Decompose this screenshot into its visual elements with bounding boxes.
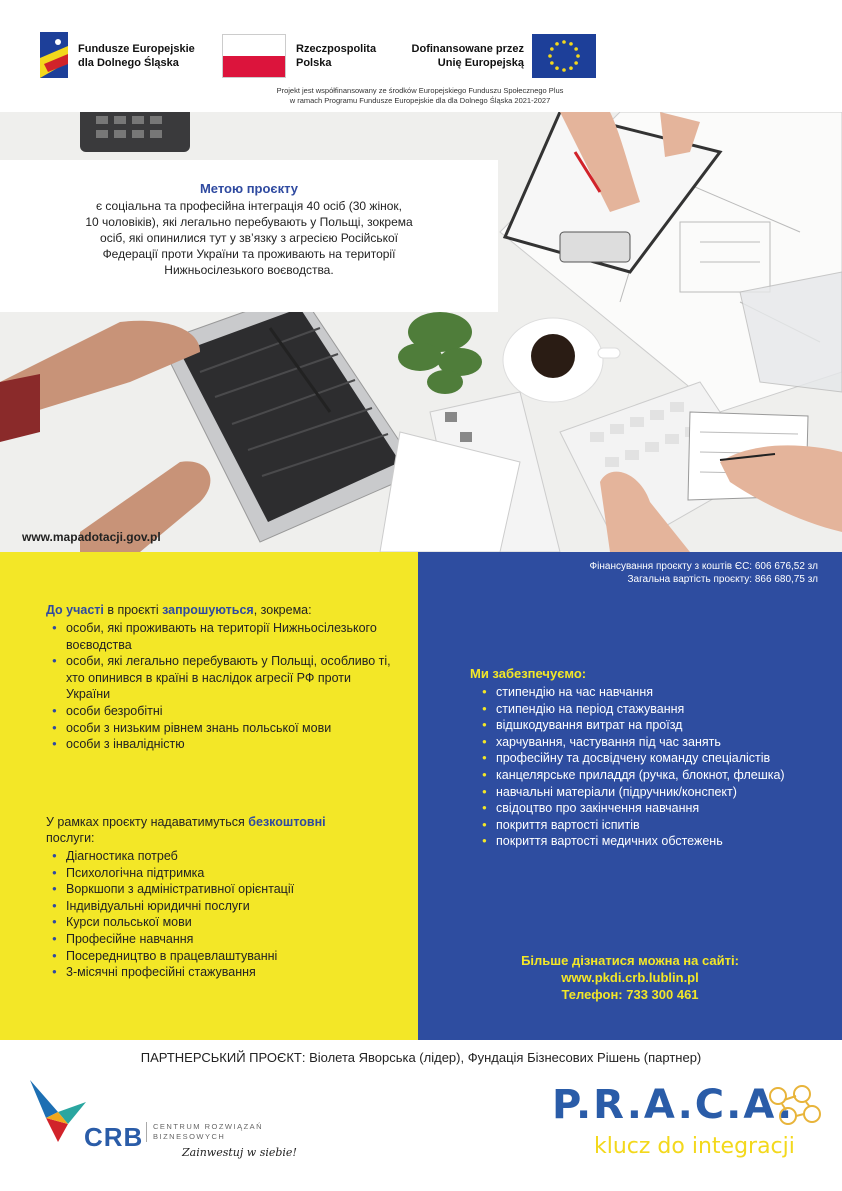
partner-project-text: ПАРТНЕРСЬКИЙ ПРОЄКТ: Віолета Яворська (лідер), Фундація Бізнесових Рішень (партнер) (140, 1050, 702, 1065)
list-item: ● особи, які проживають на території Нижньосілезького воєводства (48, 620, 398, 653)
contact-line: Більше дізнатися можна на сайті: (521, 953, 739, 968)
list-item: ● особи з інвалідністю (48, 736, 398, 753)
eu-flag-icon (532, 34, 596, 78)
services-intro-highlight: безкоштовні (248, 815, 326, 829)
fundusze-europejskie-logo (38, 28, 70, 82)
benefits-panel (418, 552, 842, 1040)
pl-line1: Rzeczpospolita (296, 43, 377, 55)
crb-bird-logo-icon (28, 1078, 88, 1148)
list-item: ● 3-місячні професійні стажування (48, 964, 398, 981)
list-item: ● Курси польської мови (48, 914, 398, 931)
list-item: ● професійну та досвідчену команду спеціалістів (478, 750, 838, 767)
office-photo (0, 112, 842, 552)
eu-star (569, 42, 573, 46)
goal-title: Метою проєкту (199, 181, 299, 196)
list-item: ● навчальні матеріали (підручник/конспект) (478, 784, 838, 801)
rzeczpospolita-text (296, 42, 376, 70)
eu-star (555, 42, 559, 46)
list-item: ● Професійне навчання (48, 931, 398, 948)
eu-star (548, 54, 552, 58)
list-item: ● стипендію на період стажування (478, 701, 838, 718)
eu-star (574, 47, 578, 51)
contact-phone: Телефон: 733 300 461 (561, 987, 699, 1002)
goal-line4: Федерації проти України та проживають на території (102, 247, 396, 261)
list-item: ● стипендію на час навчання (478, 684, 838, 701)
project-goal-box (0, 160, 498, 312)
fe-line1: Fundusze Europejskie (78, 43, 195, 55)
eu-star (574, 61, 578, 65)
contact-info (418, 952, 842, 1003)
financing-total: Загальна вартість проєкту: 866 680,75 зл (627, 574, 818, 585)
list-item: ● відшкодування витрат на проїзд (478, 717, 838, 734)
eligibility-panel (0, 552, 418, 1040)
praca-subtitle: klucz do integracji (594, 1134, 795, 1159)
goal-line5: Нижньосілезького воєводства. (164, 263, 334, 277)
list-item: ● харчування, частування під час занять (478, 734, 838, 751)
pl-line2: Polska (296, 57, 332, 69)
goal-line3: осіб, які опинилися тут у зв’язку з агресією Російської (100, 231, 398, 245)
contact-website-link[interactable]: www.pkdi.crb.lublin.pl (561, 970, 699, 985)
list-item: ● Індивідуальні юридичні послуги (48, 898, 398, 915)
list-item: ● покриття вартості іспитів (478, 817, 838, 834)
crb-subtitle (146, 1122, 263, 1142)
crb-sub-line2: BIZNESOWYCH (153, 1132, 226, 1141)
list-item: ● Діагностика потреб (48, 848, 398, 865)
note-line1: Projekt jest współfinansowany ze środków Europejskiego Funduszu Społecznego Plus (276, 86, 564, 95)
financing-info (590, 560, 818, 586)
list-item: ● покриття вартості медичних обстежень (478, 833, 838, 850)
goal-line1: є соціальна та професійна інтеграція 40 осіб (30 жінок, (95, 199, 403, 213)
list-item: ● особи з низьким рівнем знань польської мови (48, 720, 398, 737)
people-network-icon (766, 1084, 822, 1128)
eu-line1: Dofinansowane przez (411, 43, 524, 55)
services-intro (46, 814, 396, 846)
eu-star (550, 61, 554, 65)
eu-star (576, 54, 580, 58)
crb-slogan: Zainwestuj w siebie! (182, 1146, 297, 1159)
intro-highlight-1: До участі (46, 603, 104, 617)
eu-star (562, 40, 566, 44)
list-item: ● особи безробітні (48, 703, 398, 720)
eu-star (562, 68, 566, 72)
intro-text-1: в проєкті (103, 603, 163, 617)
participants-list (48, 620, 398, 753)
list-item: ● особи, які легально перебувають у Польщі, особливо ті, хто опинився в країні в наслідок агресії РФ проти України (48, 653, 398, 703)
services-intro-tail: послуги: (46, 831, 95, 845)
services-intro-text: У рамках проєкту надаватимуться (46, 815, 249, 829)
eu-cofinanced-text (400, 42, 524, 70)
polish-flag-icon (222, 34, 286, 78)
header (0, 0, 842, 112)
intro-highlight-2: запрошуються (162, 603, 254, 617)
list-item: ● Воркшопи з адміністративної орієнтації (48, 881, 398, 898)
list-item: ● канцелярське приладдя (ручка, блокнот, флешка) (478, 767, 838, 784)
fundusze-europejskie-text (78, 42, 195, 70)
fe-line2: dla Dolnego Śląska (78, 57, 179, 69)
crb-wordmark: CRB (84, 1122, 144, 1152)
financing-eu: Фінансування проєкту з коштів ЄС: 606 676,52 зл (589, 561, 818, 572)
goal-line2: 10 чоловіків), які легально перебувають у Польщі, зокрема (85, 215, 413, 229)
header-note (200, 86, 640, 106)
intro-text-2: , зокрема: (253, 603, 312, 617)
provide-list (478, 684, 838, 850)
list-item: ● Психологічна підтримка (48, 865, 398, 882)
goal-text (0, 198, 498, 278)
list-item: ● Посередництво в працевлаштуванні (48, 948, 398, 965)
eu-star (569, 66, 573, 70)
list-item: ● свідоцтво про закінчення навчання (478, 800, 838, 817)
participants-intro (46, 602, 396, 618)
praca-wordmark: P.R.A.C.A. (552, 1082, 795, 1128)
provide-title: Ми забезпечуємо: (470, 666, 587, 681)
services-list (48, 848, 398, 981)
eu-star (555, 66, 559, 70)
eu-star (550, 47, 554, 51)
eu-line2: Unię Europejską (437, 57, 524, 69)
crb-sub-line1: CENTRUM ROZWIĄZAŃ (153, 1122, 264, 1131)
note-line2: w ramach Programu Fundusze Europejskie dla dla Dolnego Śląska 2021-2027 (289, 96, 551, 105)
photo-source: www.mapadotacji.gov.pl (22, 530, 161, 544)
